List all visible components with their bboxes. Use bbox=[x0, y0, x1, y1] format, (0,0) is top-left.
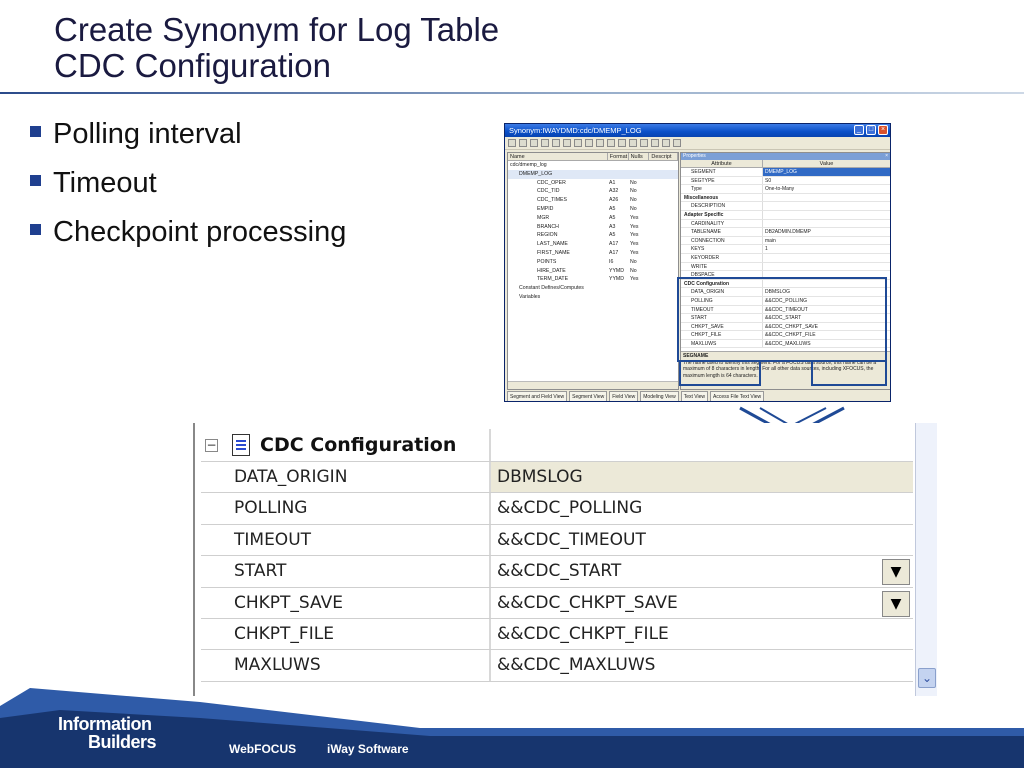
property-attribute: SEGMENT bbox=[681, 168, 763, 176]
bullet-text: Checkpoint processing bbox=[53, 216, 347, 248]
window-title: Synonym:IWAYDMD:cdc/DMEMP_LOG bbox=[509, 126, 642, 135]
tab-segment-view[interactable]: Segment View bbox=[569, 391, 607, 402]
property-attribute: CHKPT_SAVE bbox=[681, 323, 763, 331]
tree-row[interactable] bbox=[508, 196, 678, 205]
bullet-item bbox=[30, 159, 346, 208]
property-row[interactable] bbox=[681, 194, 890, 203]
properties-title: Properties bbox=[683, 153, 706, 159]
description-label: SEGNAME bbox=[683, 353, 709, 359]
property-attribute: CHKPT_FILE bbox=[681, 331, 763, 339]
tab-field-view[interactable]: Field View bbox=[609, 391, 638, 402]
tree-row-nulls bbox=[630, 161, 651, 170]
group-label: CDC Configuration bbox=[260, 434, 457, 456]
tree-row-nulls: No bbox=[630, 197, 637, 204]
property-value[interactable]: &&CDC_START bbox=[765, 315, 802, 322]
information-builders-logo bbox=[58, 715, 156, 751]
horizontal-scrollbar[interactable] bbox=[508, 381, 678, 389]
column-header-attribute: Attribute bbox=[681, 160, 763, 167]
property-value[interactable] bbox=[763, 211, 890, 219]
property-value[interactable] bbox=[763, 263, 890, 271]
tree-row-name: MGR bbox=[537, 214, 550, 221]
tree-row-format: A5 bbox=[609, 205, 616, 212]
tree-row[interactable] bbox=[508, 179, 678, 188]
tree-row-format bbox=[609, 170, 630, 179]
tab-modeling-view[interactable]: Modeling View bbox=[640, 391, 678, 402]
tree-row-nulls: No bbox=[630, 267, 637, 274]
toolbar-button[interactable] bbox=[662, 139, 670, 147]
title-line-2: CDC Configuration bbox=[54, 47, 331, 84]
tree-row-nulls: Yes bbox=[630, 249, 639, 256]
cdc-value-field[interactable] bbox=[491, 493, 913, 523]
toolbar-button[interactable] bbox=[530, 139, 538, 147]
tree-row-nulls: No bbox=[630, 188, 637, 195]
cdc-property-row[interactable] bbox=[201, 619, 913, 650]
cdc-value-field[interactable] bbox=[491, 462, 913, 492]
cdc-attribute-label: START bbox=[201, 556, 491, 586]
cdc-value-field[interactable] bbox=[491, 556, 913, 586]
tree-row-name: BRANCH bbox=[537, 223, 559, 230]
tree-row-name: LAST_NAME bbox=[537, 241, 568, 248]
toolbar-button[interactable] bbox=[629, 139, 637, 147]
cdc-attribute-label: POLLING bbox=[201, 493, 491, 523]
tree-row[interactable] bbox=[508, 284, 678, 293]
tree-row[interactable] bbox=[508, 275, 678, 284]
cdc-attribute-label: DATA_ORIGIN bbox=[201, 462, 491, 492]
toolbar-button[interactable] bbox=[607, 139, 615, 147]
tree-row-format: YYMD bbox=[609, 267, 624, 274]
property-value[interactable] bbox=[763, 254, 890, 262]
tree-row[interactable] bbox=[508, 214, 678, 223]
tree-row-name: DMEMP_LOG bbox=[519, 170, 553, 177]
bullet-text: Polling interval bbox=[53, 118, 242, 150]
property-value[interactable]: One-to-Many bbox=[765, 186, 795, 193]
property-value[interactable]: DMEMP_LOG bbox=[763, 168, 890, 176]
tree-row-format: A32 bbox=[609, 188, 619, 195]
tree-row-nulls: Yes bbox=[630, 214, 639, 221]
cdc-property-row[interactable] bbox=[201, 493, 913, 524]
tree-row-name: CDC_OPER bbox=[537, 179, 566, 186]
property-attribute: CONNECTION bbox=[681, 237, 763, 245]
close-icon[interactable]: × bbox=[885, 153, 888, 159]
cdc-attribute-label: CHKPT_FILE bbox=[201, 619, 491, 649]
cdc-attribute-label: CHKPT_SAVE bbox=[201, 588, 491, 618]
cdc-value-text: &&CDC_CHKPT_FILE bbox=[497, 623, 669, 644]
toolbar-button[interactable] bbox=[640, 139, 648, 147]
property-value[interactable]: 1 bbox=[765, 246, 768, 253]
tree-header bbox=[508, 153, 678, 161]
tree-row-format: A1 bbox=[609, 179, 616, 186]
property-value[interactable]: &&CDC_TIMEOUT bbox=[765, 306, 808, 313]
property-row[interactable] bbox=[681, 245, 890, 254]
tree-row-nulls: No bbox=[630, 205, 637, 212]
tab-segment-and-field-view[interactable]: Segment and Field View bbox=[507, 391, 567, 402]
toolbar-button[interactable] bbox=[563, 139, 571, 147]
properties-header bbox=[681, 160, 890, 168]
tree-row-format bbox=[609, 284, 630, 293]
window-titlebar bbox=[505, 124, 890, 137]
scroll-down-icon[interactable]: ⌄ bbox=[918, 668, 936, 688]
property-attribute: CARDINALITY bbox=[681, 220, 763, 228]
toolbar-button[interactable] bbox=[585, 139, 593, 147]
dropdown-arrow-icon[interactable]: ▼ bbox=[882, 591, 910, 617]
property-value[interactable] bbox=[763, 194, 890, 202]
tree-row[interactable] bbox=[508, 223, 678, 232]
tree-row-name: FIRST_NAME bbox=[537, 249, 570, 256]
tree-row-nulls bbox=[630, 284, 651, 293]
property-value[interactable]: &&CDC_POLLING bbox=[765, 297, 807, 304]
property-attribute: Adapter Specific bbox=[681, 211, 763, 219]
cdc-property-row[interactable] bbox=[201, 525, 913, 556]
tree-row[interactable] bbox=[508, 267, 678, 276]
tree-row-nulls bbox=[630, 293, 651, 302]
tab-text-view[interactable]: Text View bbox=[681, 391, 708, 402]
property-attribute: CDC Configuration bbox=[681, 280, 763, 288]
bullet-square-icon bbox=[30, 224, 41, 235]
cdc-highlight-box bbox=[677, 277, 887, 362]
tree-row-format: A5 bbox=[609, 214, 616, 221]
segment-tree-pane bbox=[507, 152, 679, 390]
tree-row[interactable] bbox=[508, 249, 678, 258]
toolbar-button[interactable] bbox=[552, 139, 560, 147]
view-tabs bbox=[507, 391, 891, 402]
cdc-value-field[interactable] bbox=[491, 619, 913, 649]
footer-product-iway: iWay Software bbox=[327, 742, 409, 756]
bullet-list bbox=[30, 110, 346, 257]
description-text: The name used to identify this segment. For a FOCUS data source, this name can be a maximum of 8 characters in length. For all other data sources, including XFOCUS, the maximum length is 64 characters. bbox=[683, 359, 877, 379]
title-divider bbox=[0, 92, 1024, 94]
minimize-icon[interactable]: _ bbox=[854, 125, 864, 135]
property-value[interactable] bbox=[763, 220, 890, 228]
property-value[interactable]: S0 bbox=[765, 177, 772, 184]
property-row[interactable] bbox=[681, 185, 890, 194]
bullet-square-icon bbox=[30, 126, 41, 137]
tree-row-format: A17 bbox=[609, 249, 619, 256]
dropdown-arrow-icon[interactable]: ▼ bbox=[882, 559, 910, 585]
tree-row-nulls: Yes bbox=[630, 223, 639, 230]
tree-row-format: I6 bbox=[609, 258, 614, 265]
property-row[interactable] bbox=[681, 228, 890, 237]
cdc-property-row[interactable] bbox=[201, 556, 913, 587]
footer-product-webfocus: WebFOCUS bbox=[229, 742, 297, 756]
property-attribute: DATA_ORIGIN bbox=[681, 288, 763, 296]
tree-row[interactable] bbox=[508, 205, 678, 214]
property-row[interactable] bbox=[681, 202, 890, 211]
cdc-group-header[interactable] bbox=[201, 429, 913, 462]
cdc-value-text: &&CDC_TIMEOUT bbox=[497, 529, 646, 550]
tree-row[interactable] bbox=[508, 170, 678, 179]
cdc-attribute-label: MAXLUWS bbox=[201, 650, 491, 680]
property-attribute: POLLING bbox=[681, 297, 763, 305]
property-row[interactable] bbox=[681, 177, 890, 186]
tree-row-nulls: No bbox=[630, 258, 637, 265]
tree-row-format: A5 bbox=[609, 232, 616, 239]
cdc-value-text: &&CDC_CHKPT_SAVE bbox=[497, 592, 678, 613]
tree-row-nulls: No bbox=[630, 179, 637, 186]
cdc-value-text: DBMSLOG bbox=[497, 467, 583, 487]
cdc-value-field[interactable] bbox=[491, 650, 913, 680]
property-attribute: START bbox=[681, 314, 763, 322]
tree-row-name: EMPID bbox=[537, 205, 554, 212]
tree-row-format bbox=[609, 161, 630, 170]
tree-row-name: POINTS bbox=[537, 258, 557, 265]
cdc-value-field[interactable] bbox=[491, 588, 913, 618]
toolbar-button[interactable] bbox=[508, 139, 516, 147]
column-header-name[interactable]: Name bbox=[508, 153, 608, 160]
tree-row[interactable] bbox=[508, 187, 678, 196]
bullet-text: Timeout bbox=[53, 167, 157, 199]
cdc-property-row[interactable] bbox=[201, 588, 913, 619]
slide-title bbox=[54, 12, 499, 84]
property-value[interactable] bbox=[763, 202, 890, 210]
column-header-value: Value bbox=[819, 161, 834, 167]
cdc-property-row[interactable] bbox=[201, 650, 913, 681]
tree-row-nulls bbox=[630, 170, 651, 179]
tree-row[interactable] bbox=[508, 161, 678, 170]
tree-row-name: Variables bbox=[519, 293, 541, 300]
tree-row-nulls: Yes bbox=[630, 276, 639, 283]
property-row[interactable] bbox=[681, 263, 890, 272]
property-value[interactable]: DB2ADMIN.DMEMP bbox=[765, 229, 811, 236]
property-row[interactable] bbox=[681, 254, 890, 263]
tree-row[interactable] bbox=[508, 240, 678, 249]
cdc-attribute-label: TIMEOUT bbox=[201, 525, 491, 555]
property-attribute: SEGTYPE bbox=[681, 177, 763, 185]
toolbar-button[interactable] bbox=[541, 139, 549, 147]
property-row[interactable] bbox=[681, 168, 890, 177]
toolbar-button[interactable] bbox=[574, 139, 582, 147]
property-attribute: KEYORDER bbox=[681, 254, 763, 262]
collapse-icon[interactable]: − bbox=[206, 437, 217, 452]
property-attribute: WRITE bbox=[681, 263, 763, 271]
column-header-description[interactable]: Descript bbox=[649, 153, 678, 160]
tree-row-name: REGION bbox=[537, 232, 558, 239]
cdc-value-text: &&CDC_POLLING bbox=[497, 498, 643, 519]
tree-row-name: Constant Defines/Computes bbox=[519, 285, 584, 292]
highlight-connector-left bbox=[679, 361, 761, 386]
tree-row[interactable] bbox=[508, 231, 678, 240]
property-attribute: Miscellaneous bbox=[681, 194, 763, 202]
property-attribute: Type bbox=[681, 185, 763, 193]
property-value[interactable]: &&CDC_CHKPT_FILE bbox=[765, 332, 816, 339]
toolbar-button[interactable] bbox=[596, 139, 604, 147]
tree-row-name: CDC_TIMES bbox=[537, 197, 567, 204]
property-value[interactable]: DBMSLOG bbox=[765, 289, 791, 296]
property-attribute: TABLENAME bbox=[681, 228, 763, 236]
property-row[interactable] bbox=[681, 211, 890, 220]
property-attribute: MAXLUWS bbox=[681, 340, 763, 348]
property-attribute: DBSPACE bbox=[681, 271, 763, 279]
close-icon[interactable]: × bbox=[878, 125, 888, 135]
toolbar-button[interactable] bbox=[673, 139, 681, 147]
bullet-square-icon bbox=[30, 175, 41, 186]
cdc-zoom-panel bbox=[193, 423, 937, 696]
bullet-item bbox=[30, 208, 346, 257]
tree-row-name: TERM_DATE bbox=[537, 276, 569, 283]
property-row[interactable] bbox=[681, 220, 890, 229]
property-attribute: TIMEOUT bbox=[681, 306, 763, 314]
properties-titlebar bbox=[681, 153, 890, 160]
toolbar-button[interactable] bbox=[519, 139, 527, 147]
cdc-value-text: &&CDC_MAXLUWS bbox=[497, 655, 656, 676]
cdc-rows bbox=[201, 462, 913, 682]
toolbar-button[interactable] bbox=[618, 139, 626, 147]
tree-row[interactable] bbox=[508, 258, 678, 267]
logo-line-2: Builders bbox=[88, 732, 157, 752]
logo-line-1: Information bbox=[58, 714, 152, 734]
column-header-nulls[interactable]: Nulls bbox=[629, 153, 650, 160]
vertical-scrollbar[interactable] bbox=[915, 423, 937, 696]
window-toolbar bbox=[505, 137, 890, 150]
property-row[interactable] bbox=[681, 237, 890, 246]
bullet-item bbox=[30, 110, 346, 159]
tree-row-name: HIRE_DATE bbox=[537, 267, 566, 274]
tree-row[interactable] bbox=[508, 293, 678, 302]
tree-row-nulls: Yes bbox=[630, 241, 639, 248]
tree-row-nulls: Yes bbox=[630, 232, 639, 239]
property-attribute: KEYS bbox=[681, 245, 763, 253]
cdc-property-row[interactable] bbox=[201, 462, 913, 493]
property-value[interactable]: &&CDC_MAXLUWS bbox=[765, 340, 811, 347]
property-value[interactable]: main bbox=[765, 237, 776, 244]
tree-row-format bbox=[609, 293, 630, 302]
tree-row-format: A26 bbox=[609, 197, 619, 204]
tree-row-name: cdc/dmemp_log bbox=[510, 162, 547, 168]
column-header-format[interactable]: Format bbox=[609, 154, 628, 160]
tree-row-format: YYMD bbox=[609, 276, 624, 283]
tree-body bbox=[508, 161, 678, 302]
toolbar-button[interactable] bbox=[651, 139, 659, 147]
cdc-property-grid bbox=[201, 429, 913, 682]
cdc-value-field[interactable] bbox=[491, 525, 913, 555]
tree-row-format: A3 bbox=[609, 223, 616, 230]
tab-access-file-text-view[interactable]: Access File Text View bbox=[710, 391, 764, 402]
cdc-value-text: &&CDC_START bbox=[497, 561, 622, 582]
maximize-icon[interactable]: □ bbox=[866, 125, 876, 135]
highlight-connector-right bbox=[811, 361, 887, 386]
tree-row-format: A17 bbox=[609, 241, 619, 248]
tree-row-name: CDC_TID bbox=[537, 188, 560, 195]
property-attribute: DESCRIPTION bbox=[681, 202, 763, 210]
title-line-1: Create Synonym for Log Table bbox=[54, 11, 500, 48]
document-icon bbox=[232, 434, 250, 456]
property-value[interactable]: &&CDC_CHKPT_SAVE bbox=[765, 323, 818, 330]
